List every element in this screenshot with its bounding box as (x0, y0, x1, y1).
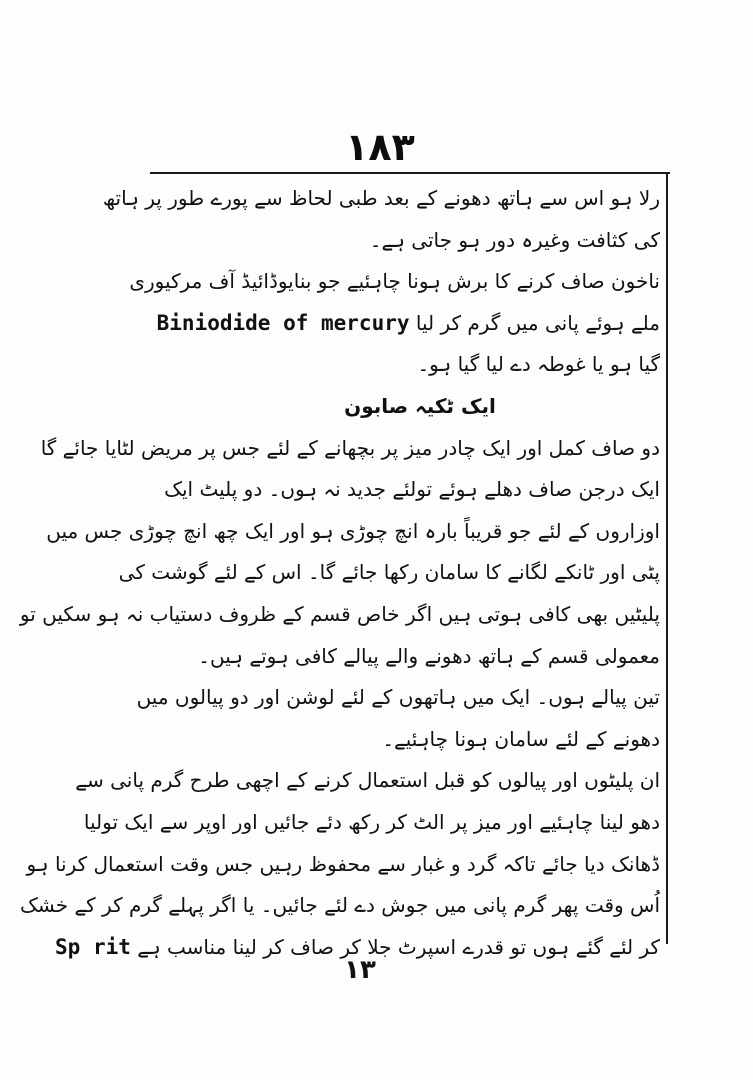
text-line-17: ڈھانک دیا جائے تاکہ گرد و غبار سے محفوظ رہیں جس وقت استعمال کرنا ہو (26, 851, 660, 876)
text-line-11: پلیٹیں بھی کافی ہوتی ہیں اگر خاص قسم کے ظروف دستیاب نہ ہو سکیں تو (19, 601, 660, 626)
text-line-9: اوزاروں کے لئے جو قریباً بارہ انچ چوڑی ہو اور ایک چھ انچ چوڑی جس میں (46, 518, 660, 543)
text-line-14: دھونے کے لئے سامان ہونا چاہئیے۔ (382, 726, 660, 751)
text-line-4-urdu: ملے ہوئے پانی میں گرم کر لیا (415, 310, 660, 335)
text-line-3: ناخون صاف کرنے کا برش ہونا چاہئیے جو بنایوڈائیڈ آف مرکیوری (129, 269, 660, 294)
body-text (19, 178, 660, 968)
text-line-8: ایک درجن صاف دھلے ہوئے تولئے جدید نہ ہوں۔ دو پلیٹ ایک (164, 477, 660, 502)
text-line-19-urdu: کر لئے گئے ہوں تو قدرے اسپرٹ جلا کر صاف کر لینا مناسب ہے (137, 934, 660, 959)
margin-rule (666, 174, 668, 944)
text-line-2: کی کثافت وغیرہ دور ہو جاتی ہے۔ (369, 227, 660, 252)
text-line-18: اُس وقت پھر گرم پانی میں جوش دے لئے جائیں۔ یا اگر پہلے گرم کر کے خشک (20, 893, 660, 918)
text-line-7: دو صاف کمل اور ایک چادر میز پر بچھانے کے لئے جس پر مریض لٹایا جائے گا (40, 435, 660, 460)
text-line-13: تین پیالے ہوں۔ ایک میں ہاتھوں کے لئے لوشن اور دو پیالوں میں (136, 685, 660, 710)
text-line-16: دھو لینا چاہئیے اور میز پر الٹ کر رکھ دئے جائیں اور اوپر سے ایک تولیا (83, 809, 660, 834)
text-line-19-latin: Sp rit (55, 934, 131, 959)
text-line-1: رلا ہو اس سے ہاتھ دھونے کے بعد طبی لحاظ سے پورے طور پر ہاتھ (102, 186, 660, 210)
footer-signature-mark: ۱۳ (344, 955, 376, 985)
text-line-19 (55, 927, 660, 969)
text-line-4-latin: Biniodide of mercury (156, 310, 410, 335)
text-line-12: معمولی قسم کے ہاتھ دھونے والے پیالے کافی ہوتے ہیں۔ (198, 643, 660, 668)
text-line-5: گیا ہو یا غوطہ دے لیا گیا ہو۔ (417, 352, 660, 377)
section-heading: ایک ٹکیہ صابون (344, 393, 496, 418)
text-line-4 (140, 303, 660, 345)
header-rule (150, 172, 670, 174)
page-number: ۱۸۳ (345, 125, 415, 169)
text-line-15: ان پلیٹوں اور پیالوں کو قبل استعمال کرنے کے اچھی طرح گرم پانی سے (75, 768, 660, 793)
text-line-10: پٹی اور ٹانکے لگانے کا سامان رکھا جائے گا۔ اس کے لئے گوشت کی (118, 560, 660, 585)
